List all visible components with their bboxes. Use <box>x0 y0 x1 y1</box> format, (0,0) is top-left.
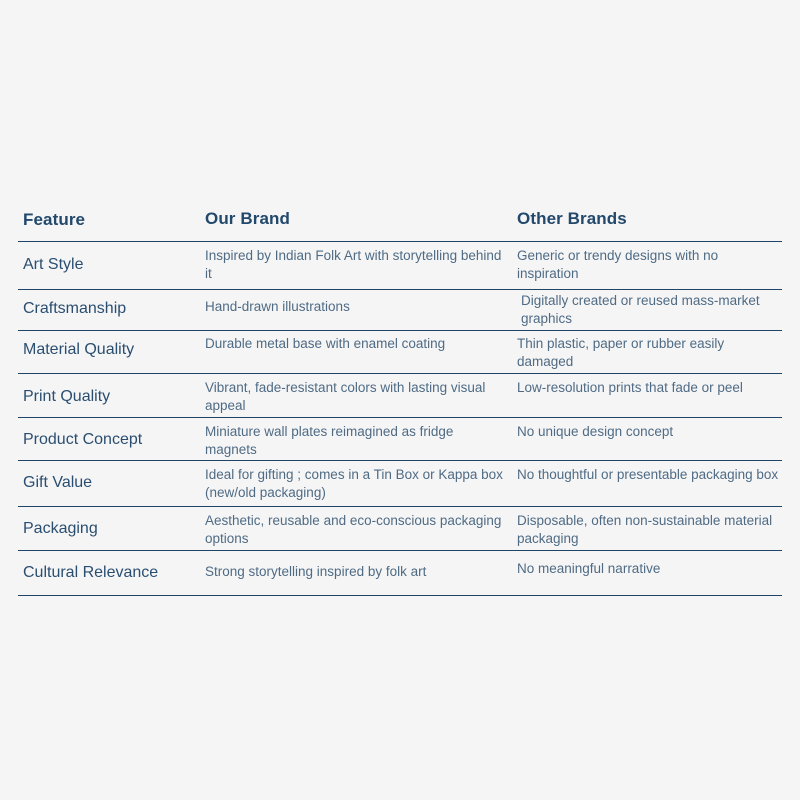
our-brand-cell: Vibrant, fade-resistant colors with lasting visual appeal <box>205 380 486 413</box>
other-brands-cell: Digitally created or reused mass-market graphics <box>521 293 760 326</box>
our-brand-cell: Aesthetic, reusable and eco-conscious packaging options <box>205 513 502 546</box>
our-brand-cell: Miniature wall plates reimagined as fridge magnets <box>205 424 454 457</box>
our-brand-cell: Ideal for gifting ; comes in a Tin Box or Kappa box (new/old packaging) <box>205 467 503 500</box>
header-feature: Feature <box>23 210 86 229</box>
feature-cell: Cultural Relevance <box>23 564 159 581</box>
our-brand-cell: Hand-drawn illustrations <box>205 299 350 314</box>
feature-cell: Product Concept <box>23 431 143 448</box>
table-row <box>18 551 782 596</box>
other-brands-cell: Generic or trendy designs with no inspiration <box>517 248 719 281</box>
other-brands-cell: No unique design concept <box>517 424 674 439</box>
table-row <box>18 374 782 418</box>
header-other-brands: Other Brands <box>517 209 627 228</box>
table-row <box>18 507 782 551</box>
comparison-table <box>18 197 782 596</box>
feature-cell: Gift Value <box>23 474 93 491</box>
table-row <box>18 242 782 290</box>
table-row <box>18 418 782 461</box>
table-row <box>18 331 782 374</box>
table-header-row <box>18 197 782 242</box>
header-our-brand: Our Brand <box>205 209 290 228</box>
feature-cell: Print Quality <box>23 388 111 405</box>
other-brands-cell: Low-resolution prints that fade or peel <box>517 380 743 395</box>
table-row <box>18 461 782 507</box>
other-brands-cell: No thoughtful or presentable packaging box <box>517 467 779 482</box>
other-brands-cell: Disposable, often non-sustainable material packaging <box>517 513 773 546</box>
our-brand-cell: Inspired by Indian Folk Art with storytelling behind it <box>205 248 502 281</box>
our-brand-cell: Durable metal base with enamel coating <box>205 336 446 351</box>
feature-cell: Material Quality <box>23 341 135 358</box>
feature-cell: Packaging <box>23 520 98 537</box>
feature-cell: Craftsmanship <box>23 300 127 317</box>
other-brands-cell: Thin plastic, paper or rubber easily damaged <box>517 336 725 369</box>
other-brands-cell: No meaningful narrative <box>517 561 661 576</box>
our-brand-cell: Strong storytelling inspired by folk art <box>205 564 427 579</box>
table-row <box>18 290 782 331</box>
feature-cell: Art Style <box>23 256 84 273</box>
